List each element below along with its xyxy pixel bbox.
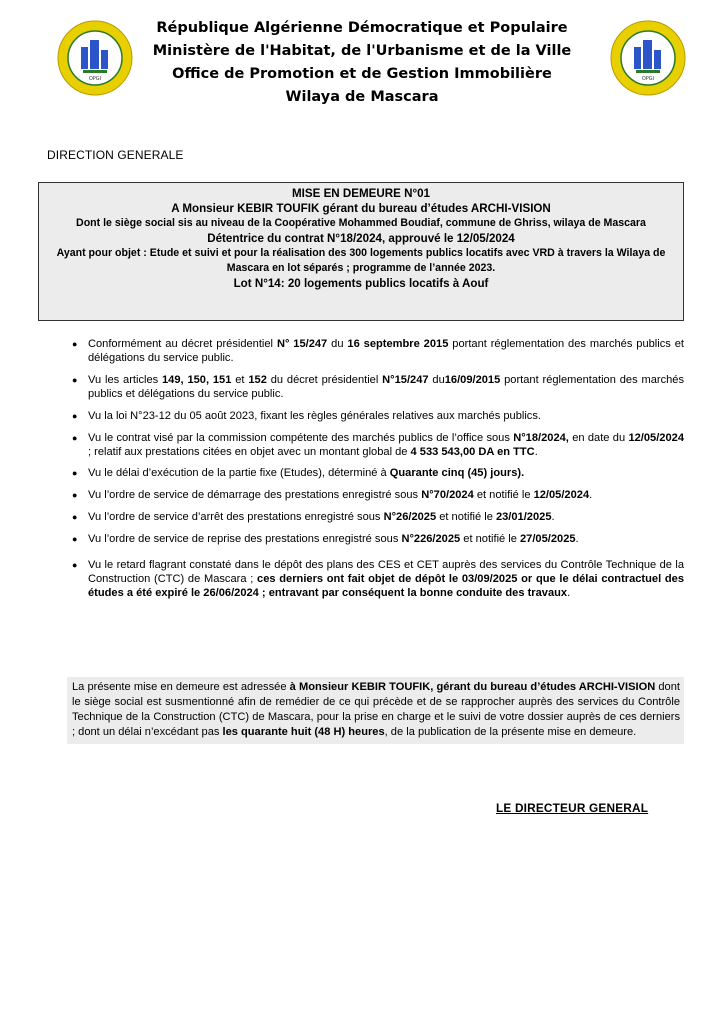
bullet-icon: ● — [72, 374, 78, 385]
bold-text: 4 533 543,00 DA en TTC — [410, 445, 535, 458]
svg-text:OPGI: OPGI — [88, 76, 102, 82]
text: Vu la loi N°23-12 du 05 août 2023, fixant les règles générales relatives aux marchés publics. — [88, 409, 541, 422]
letterhead — [120, 17, 604, 109]
bold-text: 16/09/2015 — [444, 373, 501, 386]
bold-text: 12/05/2024 — [628, 431, 684, 444]
consideration-item — [0, 466, 724, 480]
bold-text: N°70/2024 — [421, 489, 474, 502]
text: du décret présidentiel — [266, 373, 383, 386]
bold-text: 149, 150, 151 — [162, 373, 232, 386]
notice-contract: Détentrice du contrat N°18/2024, approuvé le 12/05/2024 — [207, 232, 515, 245]
notice-frame — [38, 182, 684, 321]
bullet-icon: ● — [72, 339, 78, 349]
signature: LE DIRECTEUR GENERAL — [496, 801, 649, 815]
bold-text: N°226/2025 — [401, 532, 461, 545]
bold-text: les quarante huit (48 H) heures — [222, 726, 385, 738]
consideration-item — [0, 337, 724, 365]
text: Vu les articles — [88, 373, 163, 386]
text: portant réglementation des marchés publics et délégations du service public. — [88, 338, 684, 365]
bullet-icon: ● — [72, 533, 78, 544]
text: du — [428, 373, 445, 386]
text: Conformément au décret présidentiel — [88, 338, 277, 350]
bold-text: 16 septembre 2015 — [347, 338, 449, 350]
text: Vu le retard flagrant constaté dans le dépôt des plans des CES et CET auprès des services du Contrôle Technique de la Construction (CTC) de Mascara ; — [88, 558, 684, 585]
direction-label: DIRECTION GENERALE — [47, 148, 184, 162]
header-line-republic: République Algérienne Démocratique et Populaire — [156, 20, 568, 36]
consideration-item — [0, 510, 724, 524]
text: . — [575, 532, 579, 545]
notice-title: MISE EN DEMEURE N°01 — [292, 187, 430, 200]
header-line-wilaya: Wilaya de Mascara — [285, 89, 439, 105]
bullet-icon: ● — [72, 511, 78, 522]
consideration-item — [0, 532, 724, 546]
text: en date du — [568, 431, 629, 444]
consideration-item — [0, 373, 724, 401]
notice-object: Ayant pour objet : Etude et suivi et pour la réalisation des 300 logements publics locatifs avec VRD à travers la Wilaya de Mascara en lot séparés ; programme de l’année 2023. — [56, 247, 666, 274]
text: . — [589, 489, 593, 502]
consideration-item — [0, 409, 724, 423]
bold-text: à Monsieur KEBIR TOUFIK, gérant du bureau d’études ARCHI-VISION — [289, 681, 656, 693]
bold-text: 27/05/2025 — [520, 532, 576, 545]
consideration-item — [0, 488, 724, 502]
text: , de la publication de la présente mise en demeure. — [384, 726, 637, 738]
bold-text: Quarante cinq (45) jours). — [389, 467, 525, 480]
bold-text: N°15/247 — [382, 373, 429, 386]
text: . — [567, 587, 571, 600]
bullet-icon: ● — [72, 490, 78, 501]
consideration-item — [0, 431, 724, 459]
text: Vu le délai d’exécution de la partie fixe (Etudes), déterminé à — [88, 467, 390, 480]
bold-text: ces derniers ont fait objet de dépôt le 03/09/2025 or que le délai contractuel des études a été expiré le 26/06/2024 ; entravant par conséquent la bonne conduite des travaux — [88, 572, 684, 600]
bold-text: N°18/2024, — [513, 431, 569, 444]
notice-lot: Lot N°14: 20 logements publics locatifs à Aouf — [233, 277, 489, 290]
text: et notifié le — [436, 510, 496, 523]
bullet-icon: ● — [72, 559, 78, 570]
text: . — [534, 445, 538, 458]
bold-text: N°26/2025 — [383, 510, 437, 523]
text: Vu le contrat visé par la commission compétente des marchés publics de l’office sous — [88, 431, 514, 444]
notice-seat: Dont le siège social sis au niveau de la Coopérative Mohammed Boudiaf, commune de Ghriss, wilaya de Mascara — [76, 217, 646, 229]
text: dont le siège social est susmentionné afin de remédier de ce qui précède et de se rapprocher auprès des services du Contrôle Technique de la Construction (CTC) de Mascara, pour la prise en charge et le suivi de votre dossier auprès de ces derniers ; dont un délai n’excédant pas — [72, 681, 680, 738]
text: Vu l’ordre de service de démarrage des prestations enregistré sous — [88, 489, 422, 502]
svg-text:OPGI: OPGI — [641, 76, 655, 82]
header-line-office: Office de Promotion et de Gestion Immobilière — [172, 66, 552, 82]
bold-text: 23/01/2025 — [495, 510, 552, 523]
text: Vu l’ordre de service d’arrêt des prestations enregistré sous — [88, 510, 384, 523]
text: ; relatif aux prestations citées en objet avec un montant global de — [88, 445, 411, 458]
bold-text: 152 — [248, 373, 267, 386]
consideration-item — [0, 558, 724, 601]
text: La présente mise en demeure est adressée — [72, 681, 290, 693]
text: portant réglementation des marchés publics et délégations du service public. — [88, 373, 685, 401]
text: Vu l’ordre de service de reprise des prestations enregistré sous — [88, 532, 402, 545]
notice-addressee: A Monsieur KEBIR TOUFIK gérant du bureau d’études ARCHI-VISION — [171, 202, 551, 215]
text: du — [327, 338, 348, 350]
text: et — [231, 373, 249, 386]
final-paragraph — [67, 677, 684, 744]
bullet-icon: ● — [72, 468, 78, 479]
bold-text: N° 15/247 — [276, 338, 328, 350]
bullet-icon: ● — [72, 432, 78, 443]
opgi-logo-right — [610, 20, 686, 96]
text: et notifié le — [460, 532, 521, 545]
header-line-ministry: Ministère de l'Habitat, de l'Urbanisme et de la Ville — [152, 43, 572, 59]
text: et notifié le — [473, 489, 534, 502]
text: . — [551, 510, 555, 523]
bullet-icon: ● — [72, 410, 78, 421]
bold-text: 12/05/2024 — [533, 489, 590, 502]
considerations-list — [0, 337, 724, 608]
